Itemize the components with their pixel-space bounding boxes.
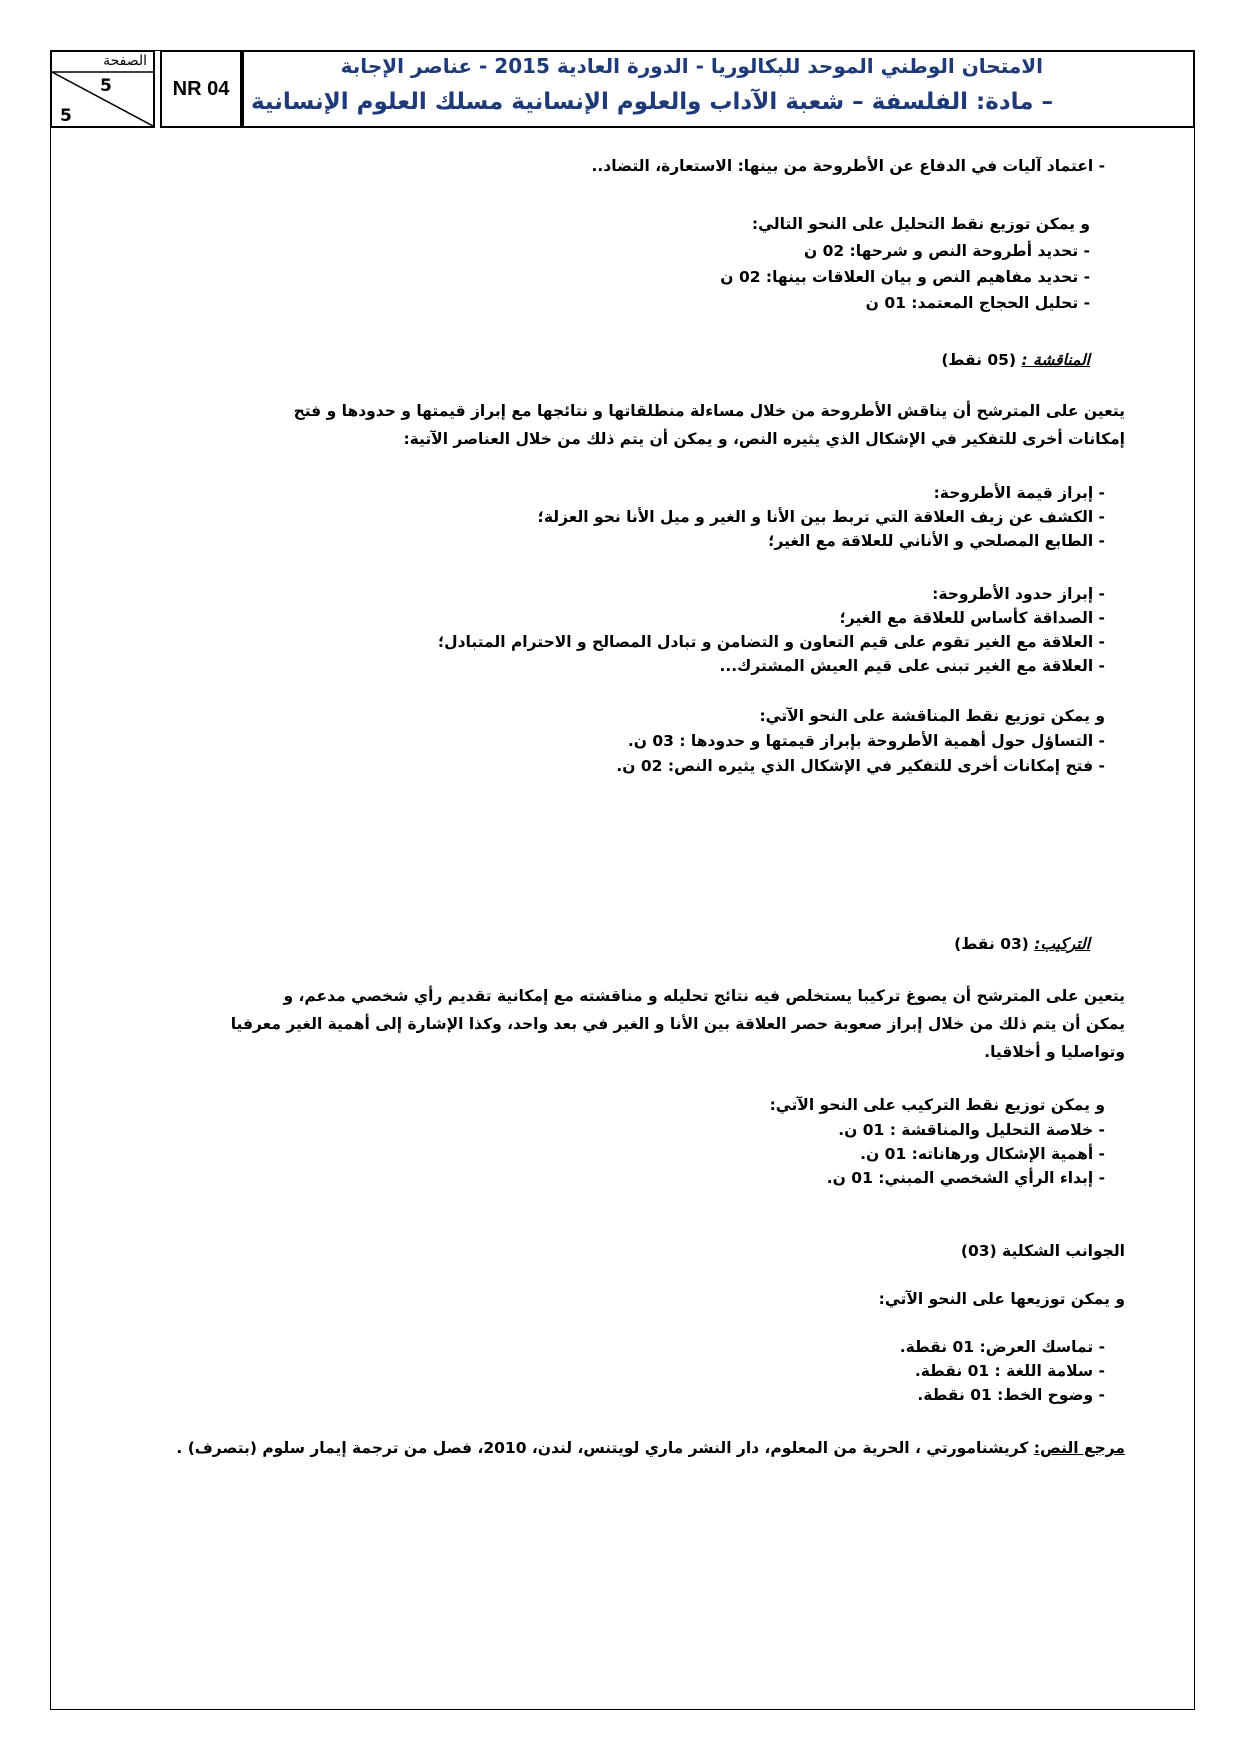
discussion-distribution-item: - فتح إمكانات أخرى للتفكير في الإشكال الذي يثيره النص: 02 ن.	[616, 757, 1105, 775]
formal-distribution-intro: و يمكن توزيعها على النحو الآتي:	[878, 1290, 1125, 1308]
discussion-distribution-item: - التساؤل حول أهمية الأطروحة بإبراز قيمتها و حدودها : 03 ن.	[627, 732, 1105, 750]
discussion-heading: المناقشة :	[1021, 351, 1090, 369]
analysis-item: - تحديد أطروحة النص و شرحها: 02 ن	[803, 242, 1090, 260]
synthesis-distribution-item: - خلاصة التحليل والمناقشة : 01 ن.	[838, 1121, 1105, 1139]
exam-code: NR 04	[160, 50, 242, 128]
synthesis-distribution-item: - أهمية الإشكال ورهاناته: 01 ن.	[860, 1145, 1105, 1163]
page-number-box	[50, 50, 155, 128]
text-reference	[176, 1437, 1125, 1459]
synthesis-heading-row	[954, 933, 1090, 955]
value-title: - إبراز قيمة الأطروحة:	[933, 484, 1105, 502]
discussion-paragraph-line1: يتعين على المترشح أن يناقش الأطروحة من خلال مساءلة منطلقاتها و نتائجها مع إبراز قيمتها و حدودها و فتح	[293, 402, 1125, 420]
synthesis-paragraph-line2: يمكن أن يتم ذلك من خلال إبراز صعوبة حصر العلاقة بين الأنا و الغير في بعد واحد، وكذا الإشارة إلى أهمية الغير معرفيا	[230, 1015, 1125, 1033]
reference-text: كريشنامورتي ، الحرية من المعلوم، دار النشر ماري لويتنس، لندن، 2010، فصل من ترجمة إيمار سلوم (بتصرف) .	[176, 1439, 1034, 1457]
formal-title: الجوانب الشكلية (03)	[960, 1242, 1125, 1260]
page-current: 5	[100, 76, 112, 96]
value-item: - الطابع المصلحي و الأناني للعلاقة مع الغير؛	[768, 532, 1105, 550]
discussion-heading-row	[941, 349, 1090, 371]
exam-title-line2: – مادة: الفلسفة – شعبة الآداب والعلوم الإنسانية مسلك العلوم الإنسانية	[250, 89, 1053, 115]
value-item: - الكشف عن زيف العلاقة التي تربط بين الأنا و الغير و ميل الأنا نحو العزلة؛	[537, 508, 1105, 526]
limits-item: - العلاقة مع الغير تقوم على قيم التعاون و التضامن و تبادل المصالح و الاحترام المتبادل؛	[437, 633, 1105, 651]
page-label: الصفحة	[103, 53, 147, 69]
discussion-points: (05 نقط)	[941, 351, 1017, 369]
discussion-distribution-intro: و يمكن توزيع نقط المناقشة على النحو الآتي:	[759, 707, 1105, 725]
synthesis-heading: التركيب:	[1034, 935, 1090, 953]
synthesis-distribution-item: - إبداء الرأي الشخصي المبني: 01 ن.	[826, 1169, 1105, 1187]
limits-item: - العلاقة مع الغير تبنى على قيم العيش المشترك...	[719, 657, 1105, 675]
formal-item: - تماسك العرض: 01 نقطة.	[899, 1338, 1105, 1356]
synthesis-distribution-intro: و يمكن توزيع نقط التركيب على النحو الآتي:	[769, 1096, 1105, 1114]
exam-title-line1: الامتحان الوطني الموحد للبكالوريا - الدورة العادية 2015 - عناصر الإجابة	[340, 54, 1043, 78]
analysis-item: - تحليل الحجاج المعتمد: 01 ن	[865, 294, 1090, 312]
exam-title-box	[242, 50, 1195, 128]
synthesis-paragraph-line1: يتعين على المترشح أن يصوغ تركيبا يستخلص فيه نتائج تحليله و مناقشته مع إمكانية تقديم رأي شخصي مدعم، و	[283, 987, 1125, 1005]
reference-label: مرجع النص:	[1033, 1439, 1125, 1457]
analysis-item: - تحديد مفاهيم النص و بيان العلاقات بينها: 02 ن	[720, 268, 1090, 286]
synthesis-points: (03 نقط)	[954, 935, 1029, 953]
analysis-mechanisms: - اعتماد آليات في الدفاع عن الأطروحة من بينها: الاستعارة، التضاد..	[591, 157, 1105, 175]
formal-item: - وضوح الخط: 01 نقطة.	[917, 1386, 1105, 1404]
discussion-paragraph-line2: إمكانات أخرى للتفكير في الإشكال الذي يثيره النص، و يمكن أن يتم ذلك من خلال العناصر الآتية:	[403, 430, 1125, 448]
limits-title: - إبراز حدود الأطروحة:	[932, 585, 1105, 603]
formal-item: - سلامة اللغة : 01 نقطة.	[914, 1362, 1105, 1380]
page-total: 5	[60, 106, 72, 126]
analysis-distribution-intro: و يمكن توزيع نقط التحليل على النحو التالي:	[751, 215, 1090, 233]
limits-item: - الصداقة كأساس للعلاقة مع الغير؛	[839, 609, 1105, 627]
synthesis-paragraph-line3: وتواصليا و أخلاقيا.	[984, 1043, 1125, 1061]
